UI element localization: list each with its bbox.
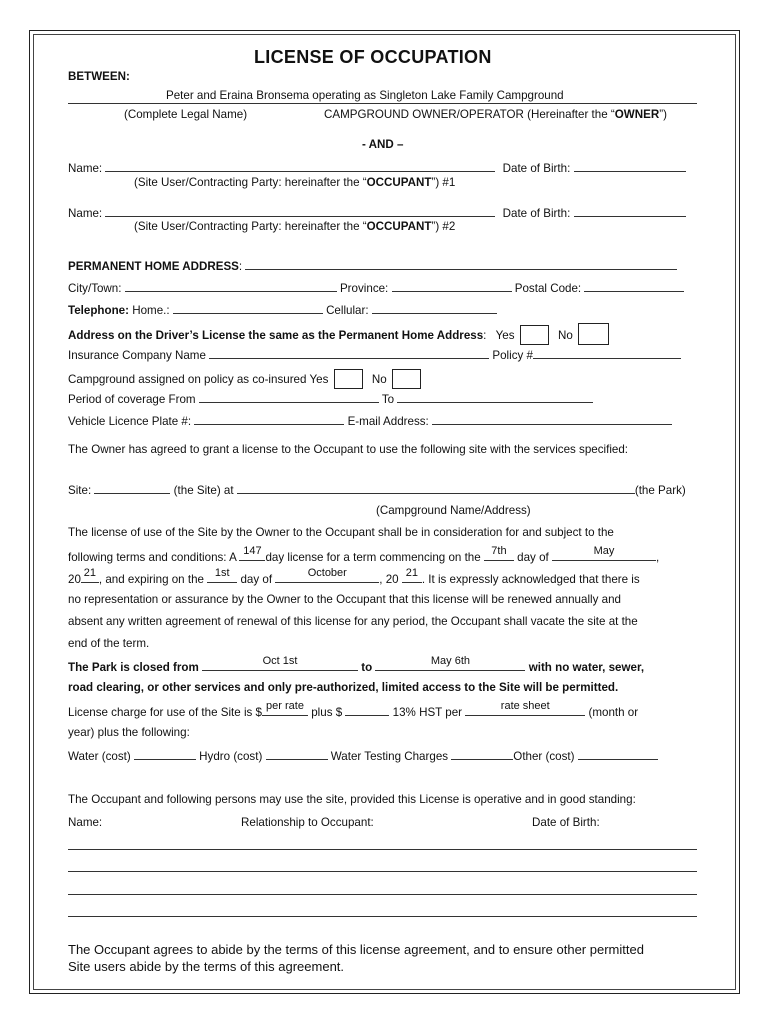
coverage-to-field[interactable] <box>397 391 593 403</box>
terms-line-3: 20 21 , and expiring on the 1st day of October , 20 21 . It is expressly acknowledged that there is <box>68 567 640 586</box>
person-line-1[interactable] <box>68 849 697 850</box>
coverage-row: Period of coverage From To <box>68 391 593 407</box>
terms-line-2: following terms and conditions: A 147 day license for a term commencing on the 7th day of May , <box>68 545 660 564</box>
owner-caption-left: (Complete Legal Name) <box>124 108 248 121</box>
coinsured-yes-checkbox[interactable] <box>334 369 363 389</box>
start-day-field[interactable]: 7th <box>484 549 514 561</box>
charge-amount-field[interactable]: per rate <box>262 704 308 716</box>
city-row: City/Town: Province: Postal Code: <box>68 280 684 296</box>
name-label: Name: <box>68 207 103 220</box>
end-month-field[interactable]: October <box>275 571 379 583</box>
drivers-license-yes-checkbox[interactable] <box>520 325 549 345</box>
province-field[interactable] <box>392 280 512 292</box>
start-year-field[interactable]: 21 <box>81 571 99 583</box>
park-closed-line-1: The Park is closed from Oct 1st to May 6th with no water, sewer, <box>68 655 645 674</box>
campground-field[interactable] <box>237 482 635 494</box>
hydro-cost-field[interactable] <box>266 748 328 760</box>
coinsured-no-checkbox[interactable] <box>392 369 421 389</box>
site-field[interactable] <box>94 482 170 494</box>
home-phone-field[interactable] <box>173 302 323 314</box>
dob-label: Date of Birth: <box>502 207 571 220</box>
between-label: BETWEEN: <box>68 70 130 83</box>
closed-to-field[interactable]: May 6th <box>375 659 525 671</box>
start-month-field[interactable]: May <box>552 549 656 561</box>
terms-line-4: no representation or assurance by the Owner to the Occupant that this license will be renewed annually and <box>68 593 621 606</box>
hst-amount-field[interactable] <box>345 704 389 716</box>
park-closed-line-2: road clearing, or other services and only pre-authorized, limited access to the Site will be permitted. <box>68 681 619 694</box>
site-row: Site: (the Site) at (the Park) <box>68 484 686 497</box>
campground-caption: (Campground Name/Address) <box>376 504 531 517</box>
and-label: - AND – <box>362 138 404 151</box>
terms-line-5: absent any written agreement of renewal of this license for any period, the Occupant shall vacate the site at the <box>68 615 638 628</box>
policy-number-field[interactable] <box>533 347 681 359</box>
license-charge-row: License charge for use of the Site is $ per rate plus $ 13% HST per rate sheet (month or <box>68 700 639 719</box>
insurance-company-field[interactable] <box>209 347 489 359</box>
charge-period-field[interactable]: rate sheet <box>465 704 585 716</box>
persons-relationship-header: Relationship to Occupant: <box>241 816 374 829</box>
license-charge-line-2: year) plus the following: <box>68 726 190 739</box>
water-cost-field[interactable] <box>134 748 196 760</box>
footer-text-line-2: Site users abide by the terms of this agreement. <box>68 959 345 974</box>
occupant1-caption: (Site User/Contracting Party: hereinafter the “OCCUPANT”) #1 <box>134 176 456 189</box>
postal-code-field[interactable] <box>584 280 684 292</box>
person-line-3[interactable] <box>68 894 697 895</box>
end-year-field[interactable]: 21 <box>402 571 422 583</box>
address-field[interactable] <box>245 258 677 270</box>
owner-caption-right: CAMPGROUND OWNER/OPERATOR (Hereinafter the “OWNER”) <box>324 108 667 121</box>
coinsured-row: Campground assigned on policy as co-insured Yes No <box>68 369 427 389</box>
end-day-field[interactable]: 1st <box>207 571 237 583</box>
occupant1-name-field[interactable] <box>105 160 495 172</box>
terms-line-6: end of the term. <box>68 637 150 650</box>
name-label: Name: <box>68 162 103 175</box>
terms-line-1: The license of use of the Site by the Owner to the Occupant shall be in consideration for and subject to the <box>68 526 614 539</box>
city-field[interactable] <box>125 280 337 292</box>
licence-plate-field[interactable] <box>194 413 344 425</box>
grant-text: The Owner has agreed to grant a license to the Occupant to use the following site with the services specified: <box>68 443 629 456</box>
occupant2-name-field[interactable] <box>105 205 495 217</box>
cellular-field[interactable] <box>372 302 497 314</box>
water-testing-field[interactable] <box>451 748 513 760</box>
dob-label: Date of Birth: <box>502 162 571 175</box>
address-row: PERMANENT HOME ADDRESS: <box>68 258 677 274</box>
document-title: LICENSE OF OCCUPATION <box>254 47 492 67</box>
coverage-from-field[interactable] <box>199 391 379 403</box>
drivers-license-no-checkbox[interactable] <box>578 323 609 345</box>
occupant2-dob-field[interactable] <box>574 205 686 217</box>
person-line-4[interactable] <box>68 916 697 917</box>
telephone-row: Telephone: Home.: Cellular: <box>68 302 497 318</box>
insurance-row: Insurance Company Name Policy # <box>68 347 681 363</box>
person-line-2[interactable] <box>68 871 697 872</box>
owner-name: Peter and Eraina Bronsema operating as Singleton Lake Family Campground <box>166 89 564 102</box>
costs-row: Water (cost) Hydro (cost) Water Testing Charges Other (cost) <box>68 748 658 764</box>
footer-text-line-1: The Occupant agrees to abide by the terms of this license agreement, and to ensure other permitted <box>68 942 644 957</box>
persons-name-header: Name: <box>68 816 103 829</box>
drivers-license-row: Address on the Driver’s License the same as the Permanent Home Address: Yes No <box>68 323 615 345</box>
persons-text: The Occupant and following persons may use the site, provided this License is operative and in good standing: <box>68 793 636 806</box>
other-cost-field[interactable] <box>578 748 658 760</box>
persons-dob-header: Date of Birth: <box>532 816 600 829</box>
occupant1-name-row <box>68 160 686 176</box>
closed-from-field[interactable]: Oct 1st <box>202 659 358 671</box>
email-field[interactable] <box>432 413 672 425</box>
occupant2-name-row <box>68 205 686 221</box>
occupant1-dob-field[interactable] <box>574 160 686 172</box>
owner-name-line <box>68 103 697 104</box>
license-days-field[interactable]: 147 <box>239 549 265 561</box>
occupant2-caption: (Site User/Contracting Party: hereinafter the “OCCUPANT”) #2 <box>134 220 456 233</box>
plate-row: Vehicle Licence Plate #: E-mail Address: <box>68 413 672 429</box>
